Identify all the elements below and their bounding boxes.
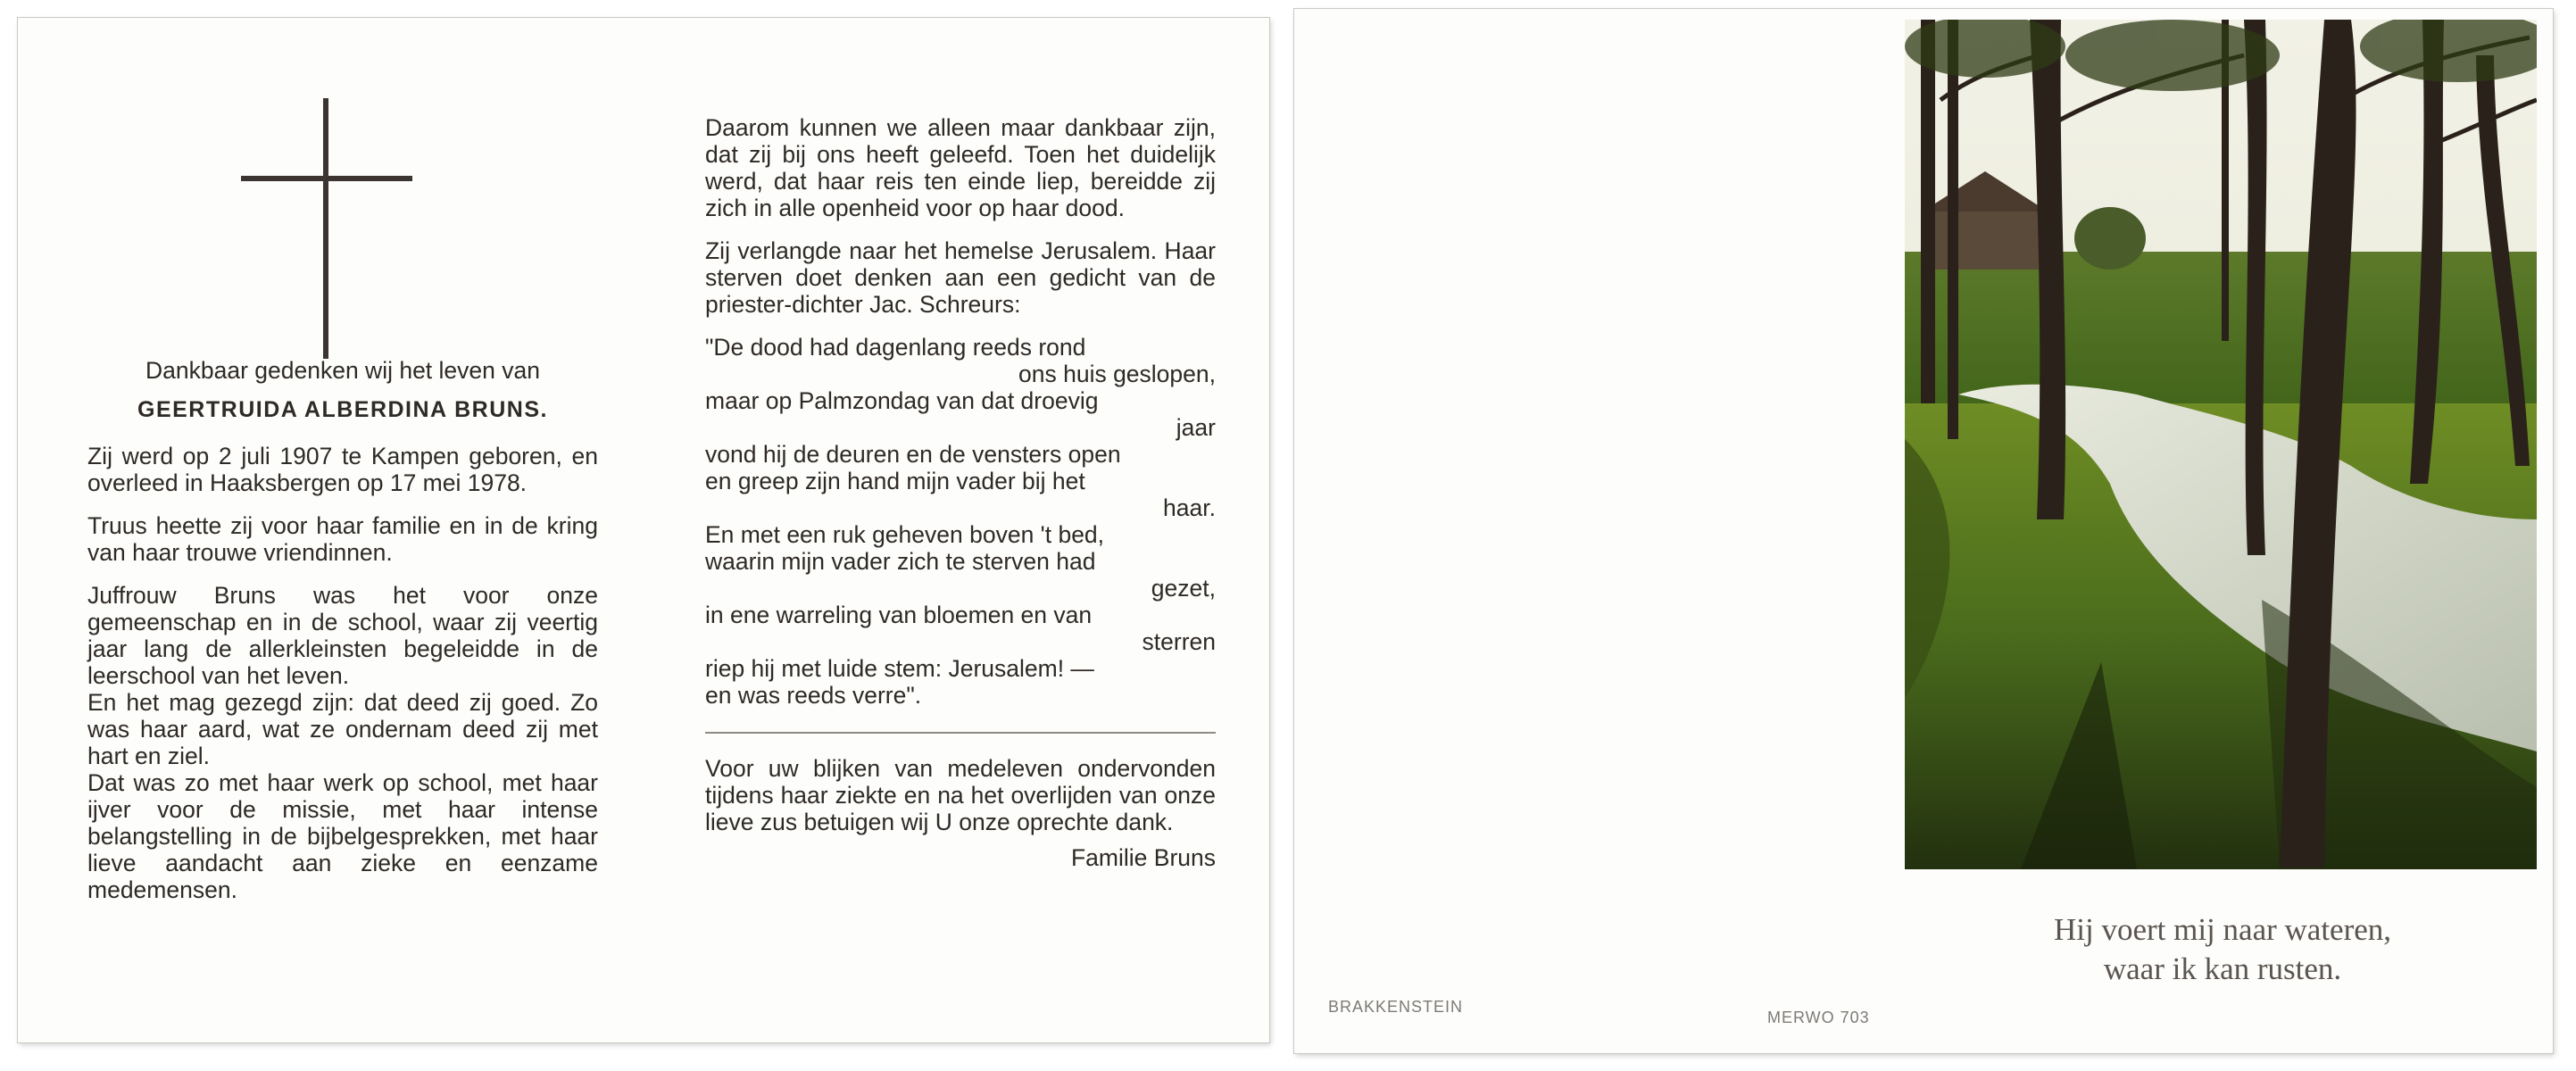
poem-line: vond hij de deuren en de vensters open <box>705 441 1121 468</box>
poem-line: maar op Palmzondag van dat droevig <box>705 387 1099 414</box>
paragraph-birth-death: Zij werd op 2 juli 1907 te Kampen geboren, en overleed in Haaksbergen op 17 mei 1978. <box>87 443 598 496</box>
poem-line: in ene warreling van bloemen en van <box>705 602 1093 628</box>
paragraph-thanks: Voor uw blijken van medeleven ondervonden tijdens haar ziekte en na het overlijden van onze lieve zus betuigen wij U onze oprechte dank. <box>705 755 1216 835</box>
poem-line: "De dood had dagenlang reeds rond <box>705 334 1086 361</box>
verse-line: waar ik kan rusten. <box>2103 951 2342 986</box>
poem-line: riep hij met luide stem: Jerusalem! — <box>705 655 1094 682</box>
publisher-label: BRAKKENSTEIN <box>1328 998 1464 1016</box>
paragraph-devotion: Dat was zo met haar werk op school, met haar ijver voor de missie, met haar intense belangstelling in de bijbelgesprekken, met haar lieve aandacht aan zieke en eenzame medemensen. <box>87 769 598 903</box>
middle-column <box>705 114 1216 887</box>
poem-line: jaar <box>1176 414 1216 441</box>
poem-line: En met een ruk geheven boven 't bed, <box>705 521 1105 548</box>
poem-line: gezet, <box>1151 575 1216 602</box>
left-column <box>87 357 598 919</box>
poem-line: ons huis geslopen, <box>1018 361 1216 387</box>
card-code: MERWO 703 <box>1767 1009 1870 1026</box>
paragraph-gratitude: Daarom kunnen we alleen maar dankbaar zijn, dat zij bij ons heeft geleefd. Toen het duidelijk werd, dat haar reis ten einde liep, bereidde zij zich in alle openheid voor op haar dood. <box>705 114 1216 221</box>
memorial-card-inside <box>18 18 1269 1042</box>
memorial-card-outside <box>1294 9 2553 1053</box>
paragraph-career: Juffrouw Bruns was het voor onze gemeenschap en in de school, waar zij veertig jaar lang de allerkleinsten begeleidde in de leerschool van het leven. <box>87 582 598 689</box>
divider <box>705 732 1216 734</box>
poem-line: en was reeds verre". <box>705 682 922 709</box>
paragraph-jerusalem: Zij verlangde naar het hemelse Jerusalem. Haar sterven doet denken aan een gedicht van de priester-dichter Jac. Schreurs: <box>705 237 1216 318</box>
intro-text: Dankbaar gedenken wij het leven van <box>145 357 540 384</box>
bible-verse <box>1973 910 2472 989</box>
landscape-photo <box>1905 20 2537 869</box>
poem-line: waarin mijn vader zich te sterven had <box>705 548 1096 575</box>
deceased-name: GEERTRUIDA ALBERDINA BRUNS. <box>137 397 548 422</box>
cross-icon <box>323 98 328 359</box>
paragraph-nickname: Truus heette zij voor haar familie en in de kring van haar trouwe vriendinnen. <box>87 512 598 566</box>
poem <box>705 334 1216 709</box>
poem-line: sterren <box>1142 628 1216 655</box>
poem-line: en greep zijn hand mijn vader bij het <box>705 468 1085 494</box>
cross-icon-bar <box>241 176 412 181</box>
verse-line: Hij voert mij naar wateren, <box>2053 912 2392 947</box>
poem-line: haar. <box>1163 494 1216 521</box>
signature: Familie Bruns <box>1071 844 1216 871</box>
paragraph-character: En het mag gezegd zijn: dat deed zij goed. Zo was haar aard, wat ze ondernam deed zij met hart en ziel. <box>87 689 598 769</box>
